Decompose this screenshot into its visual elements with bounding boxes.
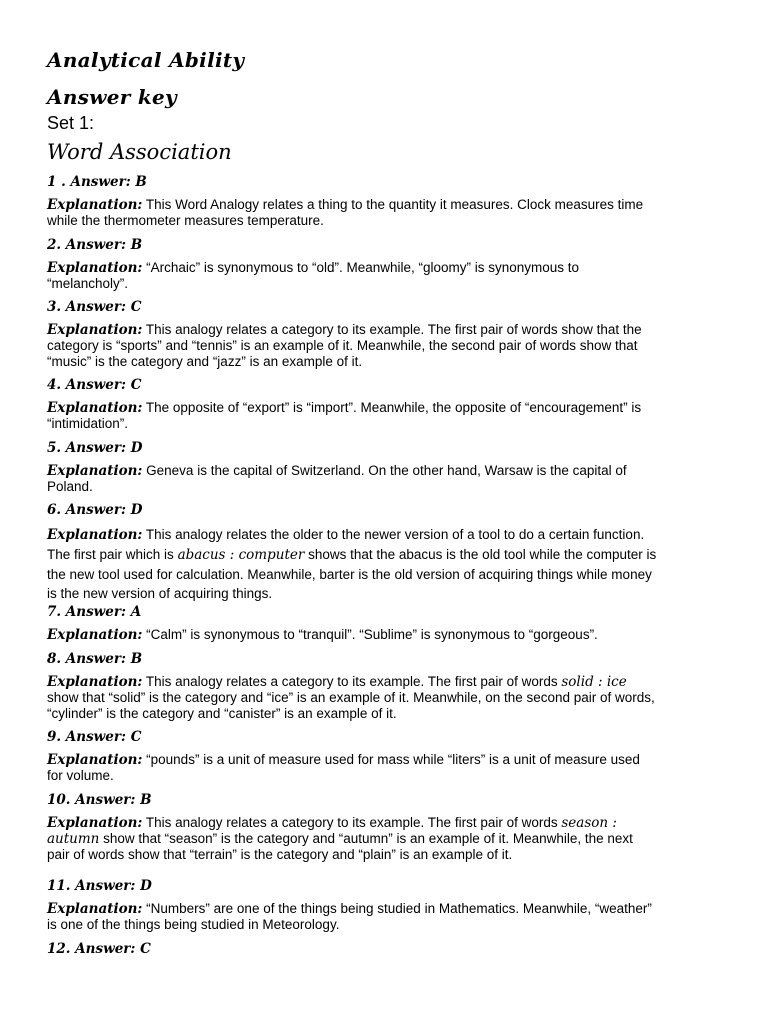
explanation-text: shows that the abacus is the old tool while the computer is the new tool used for calculation. Meanwhile, barter is the old version of acquiring things while money is the new version of acquiring things. <box>47 547 657 601</box>
example-pair: season : autumn <box>47 815 617 847</box>
answer-line: 7. Answer: A <box>47 604 142 620</box>
answer-block-9 <box>47 728 657 784</box>
explanation <box>47 627 657 643</box>
explanation <box>47 322 657 370</box>
explanation-text: This analogy relates the older to the newer version of a tool to do a certain function. The first pair which is <box>47 527 645 562</box>
explanation-text: “Archaic” is synonymous to “old”. Meanwhile, “gloomy” is synonymous to “melancholy”. <box>47 260 580 291</box>
answer-block-4 <box>47 376 657 432</box>
explanation-text: “pounds” is a unit of measure used for mass while “liters” is a unit of measure used for volume. <box>47 752 640 783</box>
answer-block-6 <box>47 501 657 603</box>
explanation-label: Explanation: <box>47 815 143 831</box>
explanation-label: Explanation: <box>47 527 143 543</box>
explanation-text: Geneva is the capital of Switzerland. On the other hand, Warsaw is the capital of Poland. <box>47 463 627 494</box>
explanation <box>47 674 657 722</box>
answer-block-7 <box>47 603 657 643</box>
answer-block-10 <box>47 791 657 863</box>
explanation-label: Explanation: <box>47 627 143 643</box>
explanation-text: show that “season” is the category and “autumn” is an example of it. Meanwhile, the next pair of words show that “terrain” is the category and “plain” is an example of it. <box>47 831 633 862</box>
explanation-label: Explanation: <box>47 260 143 276</box>
explanation-label: Explanation: <box>47 674 143 690</box>
explanation <box>47 260 657 292</box>
answer-line: 1 . Answer: B <box>47 174 147 190</box>
answer-line: 4. Answer: C <box>47 377 142 393</box>
page-title: Analytical Ability <box>47 48 245 72</box>
explanation-label: Explanation: <box>47 322 143 338</box>
answer-line: 12. Answer: C <box>47 941 151 957</box>
set-heading: Set 1: <box>47 113 95 133</box>
explanation <box>47 815 657 863</box>
answer-line: 5. Answer: D <box>47 440 143 456</box>
answer-block-2 <box>47 236 657 292</box>
answer-block-11 <box>47 877 657 933</box>
explanation <box>47 197 657 229</box>
explanation <box>47 525 657 603</box>
explanation-text: The opposite of “export” is “import”. Meanwhile, the opposite of “encouragement” is “intimidation”. <box>47 400 642 431</box>
explanation <box>47 752 657 784</box>
answer-line: 8. Answer: B <box>47 651 143 667</box>
example-pair: abacus : computer <box>177 547 305 563</box>
section-heading: Word Association <box>47 140 232 164</box>
answer-line: 6. Answer: D <box>47 502 143 518</box>
answer-block-8 <box>47 650 657 722</box>
explanation-text: “Numbers” are one of the things being studied in Mathematics. Meanwhile, “weather” is one of the things being studied in Meteorology. <box>47 901 652 932</box>
explanation-text: This analogy relates a category to its example. The first pair of words <box>145 674 558 689</box>
explanation <box>47 901 657 933</box>
answer-line: 10. Answer: B <box>47 792 152 808</box>
explanation-label: Explanation: <box>47 901 143 917</box>
explanation-text: “Calm” is synonymous to “tranquil”. “Sublime” is synonymous to “gorgeous”. <box>146 627 598 642</box>
answer-line: 11. Answer: D <box>47 878 152 894</box>
answer-block-3 <box>47 298 657 370</box>
explanation-label: Explanation: <box>47 752 143 768</box>
explanation-text: This analogy relates a category to its example. The first pair of words <box>145 815 558 830</box>
answer-line: 3. Answer: C <box>47 299 142 315</box>
answer-line: 9. Answer: C <box>47 729 142 745</box>
page-subtitle: Answer key <box>47 85 177 109</box>
explanation <box>47 400 657 432</box>
explanation-label: Explanation: <box>47 197 143 213</box>
explanation-text: This analogy relates a category to its example. The first pair of words show that the category is “sports” and “tennis” is an example of it. Meanwhile, the second pair of words show that “music” is the category and “jazz” is an example of it. <box>47 322 642 369</box>
explanation-label: Explanation: <box>47 400 143 416</box>
answer-line: 2. Answer: B <box>47 237 143 253</box>
explanation <box>47 463 657 495</box>
answer-block-5 <box>47 439 657 495</box>
explanation-label: Explanation: <box>47 463 143 479</box>
answer-block-12 <box>47 940 657 962</box>
example-pair: solid : ice <box>561 674 627 690</box>
explanation-text: show that “solid” is the category and “ice” is an example of it. Meanwhile, on the second pair of words, “cylinder” is the category and “canister” is an example of it. <box>47 690 655 721</box>
answer-block-1 <box>47 173 657 229</box>
explanation-text: This Word Analogy relates a thing to the quantity it measures. Clock measures time while the thermometer measures temperature. <box>47 197 644 228</box>
